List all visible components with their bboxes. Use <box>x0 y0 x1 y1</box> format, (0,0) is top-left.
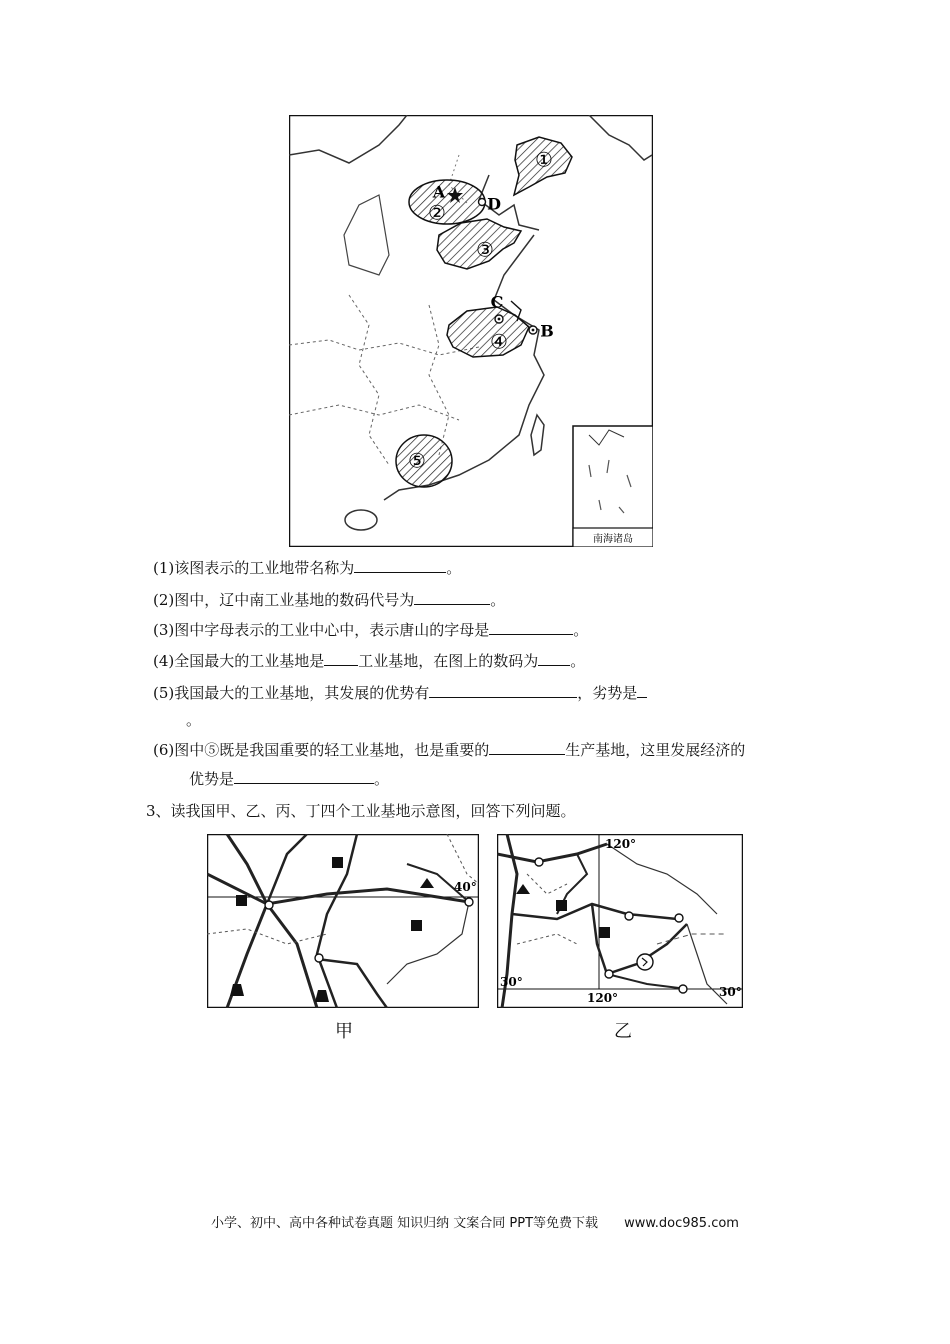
answer-blank-2[interactable] <box>414 590 490 605</box>
caption-jia: 甲 <box>335 1021 353 1042</box>
yi-lat-left-label: 30° <box>500 975 523 989</box>
answer-blank-6a[interactable] <box>489 740 565 755</box>
question-1: (1)该图表示的工业地带名称为 。 <box>153 559 462 577</box>
footer-text: 小学、初中、高中各种试卷真题 知识归纳 文案合同 PPT等免费下载 <box>211 1216 599 1231</box>
caption-yi: 乙 <box>614 1021 632 1042</box>
answer-blank-4a[interactable] <box>324 651 358 666</box>
page-footer <box>0 1212 950 1231</box>
section-3-title: 3、读我国甲、乙、丙、丁四个工业基地示意图，回答下列问题。 <box>146 802 576 820</box>
region-1-label: ① <box>535 147 553 172</box>
question-6-line2: 优势是 。 <box>189 770 390 788</box>
answer-blank-5b[interactable] <box>637 683 647 698</box>
city-b-label: B <box>540 321 554 341</box>
yi-lat-right-label: 30° <box>719 985 742 999</box>
question-5-line2: 。 <box>186 711 202 729</box>
region-3-label: ③ <box>476 237 494 262</box>
jia-lat-label: 40° <box>454 880 477 894</box>
answer-blank-4b[interactable] <box>538 651 570 666</box>
question-2: (2)图中，辽中南工业基地的数码代号为 。 <box>153 591 506 609</box>
city-c-label: C <box>490 292 504 312</box>
yi-lon-top-label: 120° <box>605 837 637 851</box>
inset-label: 南海诸岛 <box>593 534 633 545</box>
answer-blank-5a[interactable] <box>429 683 577 698</box>
yi-lon-bottom-label: 120° <box>587 991 619 1005</box>
question-5: (5)我国最大的工业基地，其发展的优势有 ，劣势是 <box>153 683 647 703</box>
region-4-label: ④ <box>490 329 508 354</box>
industrial-belt-map <box>289 115 653 547</box>
city-a-label: A <box>432 182 446 202</box>
city-d-label: D <box>487 194 501 214</box>
map-jia <box>207 834 479 1008</box>
footer-site-link[interactable]: www.doc985.com <box>624 1216 739 1231</box>
answer-blank-6b[interactable] <box>234 769 374 784</box>
answer-blank-1[interactable] <box>354 558 446 573</box>
region-2-label: ② <box>428 200 446 225</box>
question-6: (6)图中⑤既是我国重要的轻工业基地，也是重要的 生产基地，这里发展经济的 <box>153 741 746 759</box>
region-5-label: ⑤ <box>408 448 426 473</box>
answer-blank-3[interactable] <box>489 620 573 635</box>
question-3: (3)图中字母表示的工业中心中，表示唐山的字母是 。 <box>153 621 589 639</box>
map-yi <box>497 834 743 1008</box>
question-4: (4)全国最大的工业基地是 工业基地，在图上的数码为 。 <box>153 652 586 670</box>
